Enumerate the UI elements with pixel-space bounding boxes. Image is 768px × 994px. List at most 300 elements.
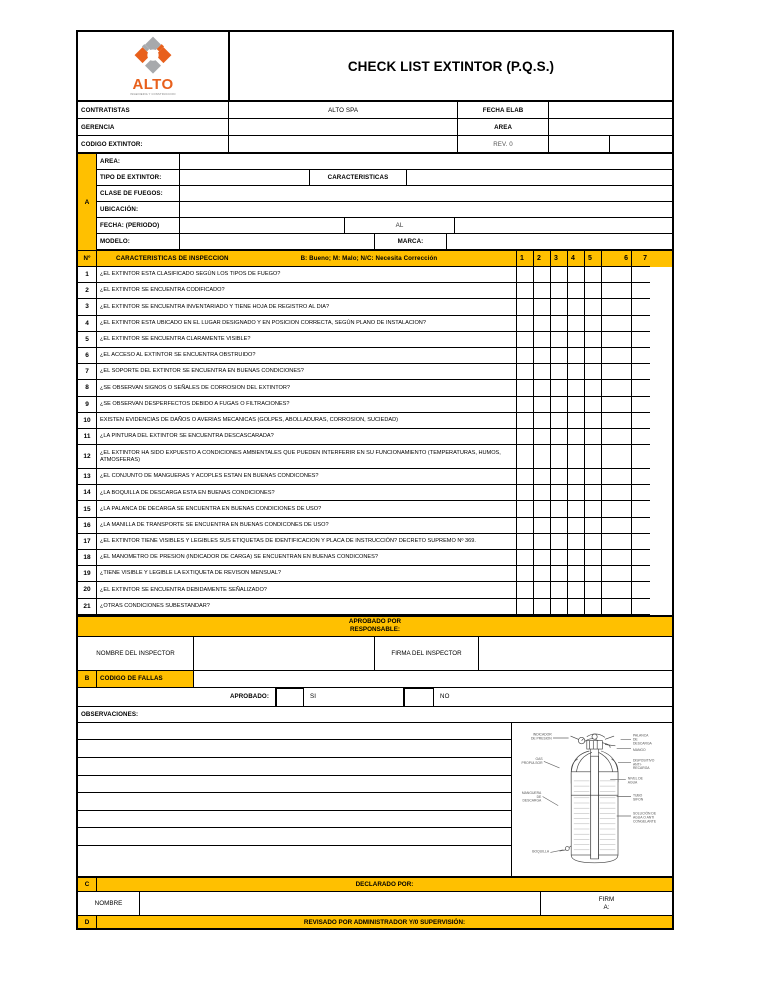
contratistas-label: CONTRATISTAS [78, 102, 229, 119]
row-description-text: ¿EL EXTINTOR ESTA UBICADO EN EL LUGAR DESIGNADO Y EN POSICION CORRECTA, SEGÚN PLANO DE INSTALACION? [100, 319, 426, 326]
row-check-col-3[interactable] [551, 332, 568, 348]
firma-line-1: FIRM [598, 895, 615, 903]
row-check-col-2[interactable] [534, 283, 551, 299]
row-number: 21 [78, 599, 97, 615]
row-check-col-1[interactable] [517, 445, 534, 469]
row-check-col-6[interactable] [602, 469, 632, 485]
row-check-col-4[interactable] [568, 364, 585, 380]
row-check-col-7[interactable] [632, 380, 650, 396]
a-tipo-value[interactable] [180, 170, 310, 186]
a-modelo-label: MODELO: [97, 234, 180, 250]
row-description-text: ¿SE OBSERVAN DESPERFECTOS DEBIDO A FUGAS O FILTRACIONES? [100, 400, 290, 407]
row-check-col-1[interactable] [517, 485, 534, 501]
row-check-col-4[interactable] [568, 566, 585, 582]
row-check-col-3[interactable] [551, 501, 568, 517]
a-clase-label: CLASE DE FUEGOS: [97, 186, 180, 202]
diagram-label-nivel: NIVEL DE [627, 776, 643, 781]
row-check-col-4[interactable] [568, 332, 585, 348]
col-header-3: 3 [551, 251, 568, 267]
section-a-row-fecha [97, 218, 672, 234]
aprobado-si-checkbox[interactable] [276, 688, 304, 707]
row-check-col-4[interactable] [568, 550, 585, 566]
table-row [78, 267, 672, 283]
aprobado-no-label: NO [434, 688, 672, 707]
row-check-col-1[interactable] [517, 599, 534, 615]
area-value[interactable] [549, 119, 672, 136]
row-description [97, 364, 517, 380]
row-description-text: ¿EL EXTINTOR HA SIDO EXPUESTO A CONDICIONES AMBIENTALES QUE PUEDEN INTERFERIR EN SU FUNCIONAMIENTO (TEMPERATURAS, HUMOS, ATMOSFERAS) [100, 449, 501, 463]
row-check-col-5[interactable] [585, 445, 602, 469]
col-header-6: 6 [602, 251, 632, 267]
row-check-col-4[interactable] [568, 485, 585, 501]
row-check-col-4[interactable] [568, 413, 585, 429]
row-check-col-2[interactable] [534, 364, 551, 380]
row-number: 15 [78, 501, 97, 517]
row-check-col-4[interactable] [568, 380, 585, 396]
row-check-col-1[interactable] [517, 397, 534, 413]
row-check-col-2[interactable] [534, 380, 551, 396]
row-number: 1 [78, 267, 97, 283]
aprobado-line-2: RESPONSABLE: [349, 626, 401, 634]
section-c-letter: C [78, 878, 97, 892]
meta-row-codigo [78, 136, 672, 153]
row-description-text: ¿EL EXTINTOR TIENE VISIBLES Y LEGIBLES SUS ETIQUETAS DE IDENTIFICACION Y PLACA DE INSTRUCCIÓN? DECRETO SUPREMO Nº 369. [100, 538, 476, 545]
row-check-col-2[interactable] [534, 518, 551, 534]
row-check-col-7[interactable] [632, 332, 650, 348]
a-clase-value[interactable] [180, 186, 672, 202]
row-check-col-3[interactable] [551, 582, 568, 598]
row-check-col-4[interactable] [568, 501, 585, 517]
row-check-col-1[interactable] [517, 501, 534, 517]
svg-text:AGUA O ANTI: AGUA O ANTI [632, 815, 655, 820]
row-check-col-1[interactable] [517, 267, 534, 283]
row-check-col-1[interactable] [517, 316, 534, 332]
a-modelo-value[interactable] [180, 234, 375, 250]
observaciones-title-row [78, 707, 672, 723]
row-number: 4 [78, 316, 97, 332]
row-check-col-5[interactable] [585, 469, 602, 485]
row-check-col-7[interactable] [632, 316, 650, 332]
row-description-text: ¿SE OBSERVAN SIGNOS O SEÑALES DE CORROSION DEL EXTINTOR? [100, 384, 291, 391]
row-check-col-3[interactable] [551, 566, 568, 582]
a-al-label: AL [345, 218, 455, 234]
row-check-col-3[interactable] [551, 445, 568, 469]
section-a-row-area [97, 154, 672, 170]
row-check-col-4[interactable] [568, 429, 585, 445]
row-description-text: ¿LA MANILLA DE TRANSPORTE SE ENCUENTRA EN BUENAS CONDICONES DE USO? [100, 521, 329, 528]
row-description-text: ¿EL EXTINTOR SE ENCUENTRA CODIFICADO? [100, 287, 225, 294]
row-check-col-6[interactable] [602, 283, 632, 299]
row-check-col-4[interactable] [568, 299, 585, 315]
table-row [78, 348, 672, 364]
firma-declarado-label [541, 892, 672, 916]
row-check-col-3[interactable] [551, 429, 568, 445]
row-check-col-6[interactable] [602, 380, 632, 396]
a-al-value[interactable] [455, 218, 672, 234]
row-check-col-2[interactable] [534, 397, 551, 413]
row-number: 18 [78, 550, 97, 566]
row-check-col-1[interactable] [517, 582, 534, 598]
row-description [97, 267, 517, 283]
row-check-col-7[interactable] [632, 469, 650, 485]
row-check-col-3[interactable] [551, 518, 568, 534]
diagram-label-solucion: SOLUCIÓN DE [632, 811, 657, 816]
row-check-col-3[interactable] [551, 485, 568, 501]
row-description [97, 485, 517, 501]
row-description [97, 566, 517, 582]
row-check-col-7[interactable] [632, 364, 650, 380]
row-check-col-2[interactable] [534, 501, 551, 517]
row-check-col-1[interactable] [517, 429, 534, 445]
row-check-col-7[interactable] [632, 429, 650, 445]
row-check-col-5[interactable] [585, 316, 602, 332]
observacion-line[interactable] [78, 740, 511, 758]
row-check-col-5[interactable] [585, 550, 602, 566]
a-fecha-label: FECHA: (PERIODO) [97, 218, 180, 234]
fecha-elab-value[interactable] [549, 102, 672, 119]
a-ubicacion-label: UBICACIÓN: [97, 202, 180, 218]
row-check-col-3[interactable] [551, 299, 568, 315]
section-a-row-ubicacion [97, 202, 672, 218]
row-check-col-7[interactable] [632, 348, 650, 364]
row-check-col-5[interactable] [585, 534, 602, 550]
fire-extinguisher-diagram-icon [514, 725, 670, 875]
table-row [78, 364, 672, 380]
row-check-col-7[interactable] [632, 445, 650, 469]
meta-row-gerencia [78, 119, 672, 136]
firma-line-2: A: [603, 903, 610, 911]
col-header-1: 1 [517, 251, 534, 267]
row-check-col-2[interactable] [534, 534, 551, 550]
row-check-col-2[interactable] [534, 582, 551, 598]
row-check-col-4[interactable] [568, 582, 585, 598]
row-check-col-4[interactable] [568, 283, 585, 299]
row-check-col-4[interactable] [568, 518, 585, 534]
table-row [78, 316, 672, 332]
table-row [78, 283, 672, 299]
row-check-col-2[interactable] [534, 316, 551, 332]
observacion-line[interactable] [78, 811, 511, 829]
table-row [78, 534, 672, 550]
row-check-col-2[interactable] [534, 469, 551, 485]
row-check-col-2[interactable] [534, 550, 551, 566]
row-check-col-4[interactable] [568, 599, 585, 615]
row-description-text: EXISTEN EVIDENCIAS DE DAÑOS O AVERIAS MECANICAS (GOLPES, ABOLLADURAS, CORROSION, SUCIEDAD) [100, 416, 398, 423]
row-number: 5 [78, 332, 97, 348]
row-check-col-6[interactable] [602, 501, 632, 517]
signature-row [78, 637, 672, 671]
row-check-col-2[interactable] [534, 332, 551, 348]
a-fecha-value[interactable] [180, 218, 345, 234]
row-check-col-5[interactable] [585, 429, 602, 445]
row-check-col-1[interactable] [517, 283, 534, 299]
diagram-label-tubo: TUBO [632, 793, 643, 798]
row-check-col-5[interactable] [585, 267, 602, 283]
row-check-col-7[interactable] [632, 550, 650, 566]
aprobado-no-checkbox[interactable] [404, 688, 434, 707]
row-check-col-3[interactable] [551, 550, 568, 566]
firma-inspector-value[interactable] [479, 637, 672, 671]
row-check-col-6[interactable] [602, 582, 632, 598]
row-check-col-4[interactable] [568, 445, 585, 469]
row-check-col-1[interactable] [517, 550, 534, 566]
row-check-col-6[interactable] [602, 445, 632, 469]
section-b-row [78, 671, 672, 688]
row-description [97, 582, 517, 598]
rev-value-1[interactable] [549, 136, 610, 153]
row-check-col-6[interactable] [602, 534, 632, 550]
codigo-extintor-value[interactable] [229, 136, 457, 153]
row-description [97, 316, 517, 332]
section-b-letter: B [78, 671, 97, 688]
section-a-row-modelo [97, 234, 672, 250]
row-check-col-3[interactable] [551, 364, 568, 380]
row-check-col-7[interactable] [632, 283, 650, 299]
row-check-col-4[interactable] [568, 316, 585, 332]
rev-value-2[interactable] [610, 136, 672, 153]
inspection-table-header [78, 250, 672, 267]
row-check-col-2[interactable] [534, 413, 551, 429]
observacion-line[interactable] [78, 846, 511, 864]
row-check-col-5[interactable] [585, 397, 602, 413]
row-check-col-2[interactable] [534, 429, 551, 445]
aprobado-si-no-row [78, 688, 672, 707]
row-description-text: ¿TIENE VISIBLE Y LEGIBLE LA EXTIQUETA DE REVISON MENSUAL? [100, 570, 281, 577]
col-header-4: 4 [568, 251, 585, 267]
row-check-col-6[interactable] [602, 397, 632, 413]
row-description-text: ¿EL CONJUNTO DE MANGUERAS Y ACOPLES ESTAN EN BUENAS CONDICONES? [100, 473, 319, 480]
observacion-line[interactable] [78, 793, 511, 811]
row-description-text: ¿EL ACCESO AL EXTINTOR SE ENCUENTRA OBSTRUIDO? [100, 352, 256, 359]
table-row [78, 380, 672, 396]
row-check-col-3[interactable] [551, 397, 568, 413]
row-number: 14 [78, 485, 97, 501]
row-check-col-2[interactable] [534, 299, 551, 315]
row-check-col-6[interactable] [602, 267, 632, 283]
row-number: 2 [78, 283, 97, 299]
observacion-line[interactable] [78, 828, 511, 846]
row-check-col-5[interactable] [585, 380, 602, 396]
row-check-col-2[interactable] [534, 485, 551, 501]
row-check-col-6[interactable] [602, 429, 632, 445]
row-check-col-6[interactable] [602, 299, 632, 315]
table-row [78, 397, 672, 413]
row-check-col-3[interactable] [551, 599, 568, 615]
row-check-col-4[interactable] [568, 267, 585, 283]
nombre-inspector-value[interactable] [194, 637, 375, 671]
diagram-label-indicador: INDICADOR [532, 732, 552, 737]
row-check-col-1[interactable] [517, 413, 534, 429]
row-check-col-1[interactable] [517, 348, 534, 364]
document-header [78, 32, 672, 102]
row-description-text: ¿EL EXTINTOR SE ENCUENTRA INVENTARIADO Y TIENE HOJA DE REGISTRO AL DIA? [100, 303, 330, 310]
row-check-col-7[interactable] [632, 485, 650, 501]
row-number: 16 [78, 518, 97, 534]
logo-cell [78, 32, 230, 100]
nombre-value[interactable] [140, 892, 541, 916]
gerencia-value[interactable] [229, 119, 457, 136]
codigo-fallas-label: CODIGO DE FALLAS [97, 671, 194, 688]
row-check-col-5[interactable] [585, 582, 602, 598]
row-check-col-5[interactable] [585, 501, 602, 517]
row-check-col-3[interactable] [551, 534, 568, 550]
row-check-col-6[interactable] [602, 364, 632, 380]
section-d-letter: D [78, 916, 97, 928]
row-check-col-3[interactable] [551, 380, 568, 396]
row-check-col-7[interactable] [632, 299, 650, 315]
row-check-col-6[interactable] [602, 550, 632, 566]
inspection-table-body [78, 267, 672, 615]
row-check-col-1[interactable] [517, 332, 534, 348]
row-check-col-2[interactable] [534, 348, 551, 364]
table-row [78, 550, 672, 566]
row-check-col-6[interactable] [602, 332, 632, 348]
row-number: 13 [78, 469, 97, 485]
row-check-col-2[interactable] [534, 445, 551, 469]
row-description-text: ¿EL EXTINTOR ESTA CLASIFICADO SEGÚN LOS TIPOS DE FUEGO? [100, 271, 281, 278]
row-description-text: ¿EL EXTINTOR SE ENCUENTRA DEBIDAMENTE SEÑALIZADO? [100, 586, 267, 593]
row-check-col-5[interactable] [585, 283, 602, 299]
observaciones-label: OBSERVACIONES: [78, 707, 672, 723]
observacion-line[interactable] [78, 758, 511, 776]
svg-text:RECARGA: RECARGA [632, 765, 650, 770]
row-check-col-6[interactable] [602, 348, 632, 364]
section-d-band [78, 916, 672, 930]
row-check-col-3[interactable] [551, 413, 568, 429]
diagram-label-dispositivo: DISPOSITIVO [632, 758, 655, 763]
row-number: 9 [78, 397, 97, 413]
row-description [97, 429, 517, 445]
row-description-text: ¿EL EXTINTOR SE ENCUENTRA CLARAMENTE VISIBLE? [100, 336, 251, 343]
row-check-col-7[interactable] [632, 267, 650, 283]
contratistas-value[interactable]: ALTO SPA [229, 102, 457, 119]
row-check-col-1[interactable] [517, 534, 534, 550]
row-check-col-5[interactable] [585, 413, 602, 429]
row-check-col-5[interactable] [585, 332, 602, 348]
row-check-col-7[interactable] [632, 566, 650, 582]
row-check-col-7[interactable] [632, 501, 650, 517]
fecha-elab-label: FECHA ELAB [458, 102, 550, 119]
a-tipo-label: TIPO DE EXTINTOR: [97, 170, 180, 186]
row-check-col-4[interactable] [568, 534, 585, 550]
row-check-col-3[interactable] [551, 283, 568, 299]
row-check-col-7[interactable] [632, 413, 650, 429]
row-check-col-5[interactable] [585, 364, 602, 380]
svg-text:DE: DE [632, 737, 638, 742]
observacion-line[interactable] [78, 776, 511, 794]
row-check-col-7[interactable] [632, 534, 650, 550]
row-check-col-7[interactable] [632, 599, 650, 615]
a-area-value[interactable] [180, 154, 672, 170]
row-check-col-2[interactable] [534, 599, 551, 615]
row-check-col-6[interactable] [602, 518, 632, 534]
declarado-por-title: DECLARADO POR: [97, 878, 672, 892]
row-description-text: ¿EL SOPORTE DEL EXTINTOR SE ENCUENTRA EN BUENAS CONDICIONES? [100, 368, 304, 375]
row-check-col-3[interactable] [551, 267, 568, 283]
observacion-line[interactable] [78, 723, 511, 741]
row-check-col-4[interactable] [568, 348, 585, 364]
nombre-inspector-label: NOMBRE DEL INSPECTOR [78, 637, 194, 671]
table-row [78, 582, 672, 598]
logo-tagline: INGENIERIA Y CONSTRUCCION [130, 93, 176, 97]
observaciones-lines [78, 723, 512, 877]
a-marca-value[interactable] [447, 234, 672, 250]
row-description [97, 534, 517, 550]
a-caracteristicas-value[interactable] [407, 170, 672, 186]
section-a-letter: A [78, 154, 97, 250]
row-check-col-6[interactable] [602, 485, 632, 501]
document-title-cell [230, 32, 672, 100]
aprobado-label: APROBADO: [78, 688, 276, 707]
row-number: 20 [78, 582, 97, 598]
row-check-col-5[interactable] [585, 299, 602, 315]
row-check-col-7[interactable] [632, 518, 650, 534]
svg-text:ANTI-: ANTI- [632, 762, 642, 767]
table-row [78, 413, 672, 429]
row-description [97, 501, 517, 517]
extinguisher-diagram-cell [512, 723, 672, 877]
row-description [97, 380, 517, 396]
row-description [97, 550, 517, 566]
table-row [78, 599, 672, 615]
firma-inspector-label: FIRMA DEL INSPECTOR [375, 637, 479, 671]
row-number: 11 [78, 429, 97, 445]
diagram-label-boquilla: BOQUILLA [532, 849, 550, 854]
row-number: 7 [78, 364, 97, 380]
svg-text:DE: DE [536, 794, 542, 799]
row-check-col-1[interactable] [517, 299, 534, 315]
row-description [97, 283, 517, 299]
row-check-col-3[interactable] [551, 348, 568, 364]
row-check-col-5[interactable] [585, 599, 602, 615]
a-caracteristicas-label: CARACTERISTICAS [310, 170, 407, 186]
row-check-col-7[interactable] [632, 582, 650, 598]
row-check-col-5[interactable] [585, 348, 602, 364]
row-check-col-2[interactable] [534, 566, 551, 582]
aprobado-line-1: APROBADO POR [348, 618, 402, 626]
meta-row-contratistas [78, 102, 672, 119]
row-check-col-1[interactable] [517, 518, 534, 534]
row-check-col-5[interactable] [585, 518, 602, 534]
row-check-col-4[interactable] [568, 469, 585, 485]
row-check-col-6[interactable] [602, 599, 632, 615]
row-number: 17 [78, 534, 97, 550]
row-check-col-3[interactable] [551, 469, 568, 485]
a-ubicacion-value[interactable] [180, 202, 672, 218]
row-check-col-4[interactable] [568, 397, 585, 413]
row-check-col-1[interactable] [517, 469, 534, 485]
row-check-col-1[interactable] [517, 364, 534, 380]
row-description [97, 332, 517, 348]
row-check-col-5[interactable] [585, 485, 602, 501]
row-check-col-6[interactable] [602, 316, 632, 332]
codigo-fallas-value[interactable] [194, 671, 672, 688]
table-row [78, 332, 672, 348]
row-check-col-1[interactable] [517, 566, 534, 582]
row-check-col-7[interactable] [632, 397, 650, 413]
row-check-col-1[interactable] [517, 380, 534, 396]
row-check-col-3[interactable] [551, 316, 568, 332]
row-check-col-6[interactable] [602, 566, 632, 582]
row-check-col-2[interactable] [534, 267, 551, 283]
row-check-col-5[interactable] [585, 566, 602, 582]
table-row [78, 485, 672, 501]
row-check-col-6[interactable] [602, 413, 632, 429]
col-header-5: 5 [585, 251, 602, 267]
table-row [78, 299, 672, 315]
row-description [97, 397, 517, 413]
diagram-label-manguera: MANGUERA [521, 790, 542, 795]
